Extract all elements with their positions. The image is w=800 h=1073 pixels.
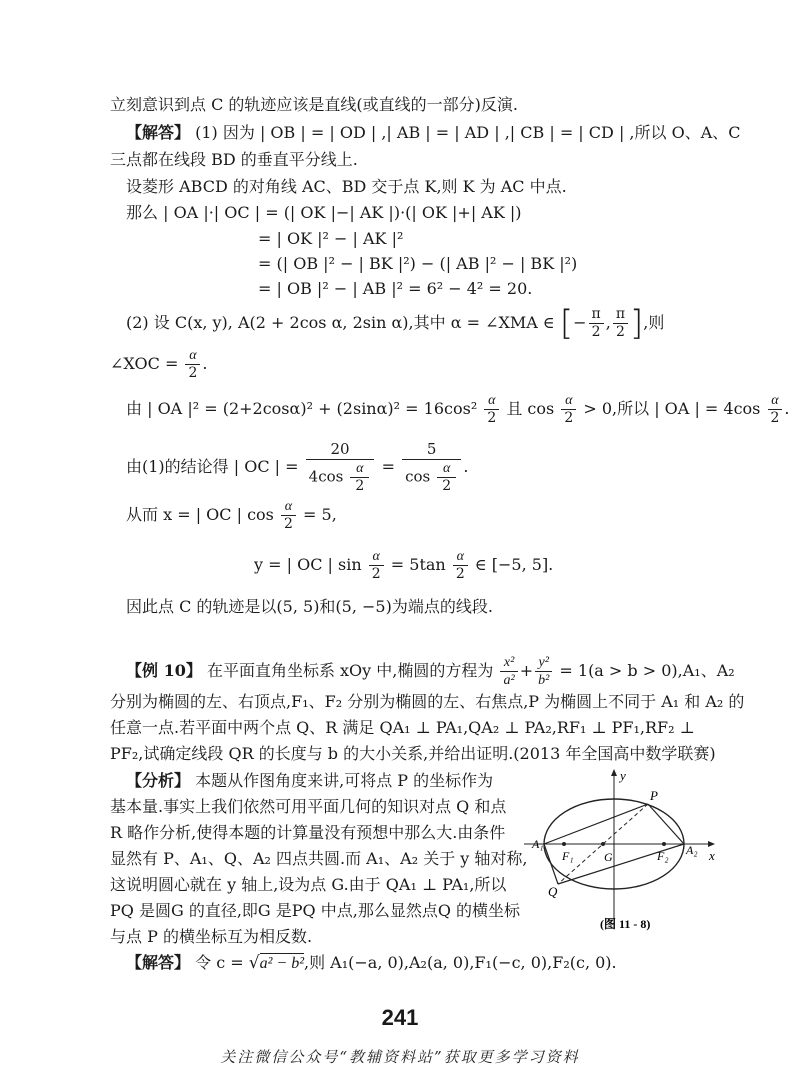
figure-caption: (图 11 - 8) xyxy=(600,917,651,931)
y-axis-arrow xyxy=(611,769,617,776)
text-span: 令 c = xyxy=(195,953,244,972)
text-span: ∈ [−5, 5]. xyxy=(474,555,554,574)
text-line: ∠XOC = $\frac{\alpha}{2}$ . xyxy=(110,348,208,381)
denominator: 2 xyxy=(615,324,625,340)
text-line: 任意一点.若平面中两个点 Q、R 满足 QA₁ ⊥ PA₁,QA₂ ⊥ PA₂,RF₁ ⊥ PF₁,RF₂ ⊥ xyxy=(110,718,695,737)
numerator: 5 xyxy=(402,440,461,460)
text-line: 由(1)的结论得 | OC | = 20 4cos $\frac{\alpha}{2}$ = 5 cos $\frac{\alpha}{2}$ . xyxy=(126,440,469,494)
x-axis-arrow xyxy=(708,841,715,847)
fraction xyxy=(561,392,576,427)
fraction xyxy=(281,498,296,533)
segment-a1q xyxy=(544,844,558,884)
text-span: 在平面直角坐标系 xOy 中,椭圆的方程为 xyxy=(206,661,494,680)
right-bracket: ] xyxy=(630,303,644,344)
text-line xyxy=(254,548,553,583)
label-a2: A₂ xyxy=(686,843,698,857)
fraction xyxy=(589,306,604,341)
segment-pa2 xyxy=(648,804,684,844)
fraction xyxy=(500,654,517,689)
denominator xyxy=(306,460,375,495)
segment-a1p xyxy=(544,804,648,844)
solution-label: 【解答】 xyxy=(126,953,191,972)
solution-paragraph xyxy=(126,953,617,974)
fraction xyxy=(185,347,200,382)
text-line: 因此点 C 的轨迹是以(5, 5)和(5, −5)为端点的线段. xyxy=(126,597,493,616)
text-line: 分别为椭圆的左、右顶点,F₁、F₂ 分别为椭圆的左、右焦点,P 为椭圆上不同于 A₁ 和 A₂ 的 xyxy=(110,692,745,711)
left-bracket: [ xyxy=(559,303,574,344)
denominator: 2 xyxy=(564,410,574,426)
numerator: α xyxy=(437,460,456,478)
numerator: α xyxy=(484,392,499,410)
text-line: (1) 因为 | OB | = | OD | ,| AB | = | AD | ,| CB | = | CD | ,所以 O、A、C xyxy=(195,123,741,142)
plus-sign: + xyxy=(519,661,534,680)
fraction xyxy=(484,392,499,427)
text-line xyxy=(126,498,337,533)
text-span: (2) 设 C(x, y), A(2 + 2cos α, 2sin α),其中 α = ∠XMA ∈ xyxy=(126,313,555,332)
point-g xyxy=(601,842,605,846)
denominator: 2 xyxy=(442,478,452,494)
sqrt-radicand: a² − b² xyxy=(259,955,304,972)
fraction xyxy=(350,460,369,495)
label-f2: F₂ xyxy=(657,849,669,863)
fraction xyxy=(369,548,384,583)
numerator: π xyxy=(589,306,604,324)
text-line: PF₂,试确定线段 QR 的长度与 b 的大小关系,并给出证明.(2013 年全国高中数学联赛) xyxy=(110,744,716,763)
text-span: 从而 x = | OC | cos xyxy=(126,505,274,524)
text-span: ∠XOC = xyxy=(110,354,179,373)
sqrt-icon: √ xyxy=(248,953,260,973)
equation-line: = (| OB |² − | BK |²) − (| AB |² − | BK |²) xyxy=(258,254,578,273)
text-line: (2) 设 C(x, y), A(2 + 2cos α, 2sin α),其中 α = ∠XMA ∈ [− $\frac{\pi}{2}$ , $\frac{\pi}{2}$ ],则 xyxy=(126,303,665,344)
fraction xyxy=(768,392,783,427)
fraction xyxy=(402,440,461,495)
denominator: 2 xyxy=(487,410,497,426)
analysis-label: 【分析】 xyxy=(126,771,191,790)
numerator: α xyxy=(185,347,200,365)
fraction xyxy=(613,306,628,341)
text-span: 4cos xyxy=(308,467,344,486)
numerator: α xyxy=(369,548,384,566)
text-line: 立刻意识到点 C 的轨迹应该是直线(或直线的一部分)反演. xyxy=(110,95,518,114)
text-span: = 5, xyxy=(303,505,337,524)
text-span: 由 | OA |² = (2+2cosα)² + (2sinα)² = 16cos² xyxy=(126,399,478,418)
numerator: π xyxy=(613,306,628,324)
text-span: 本题从作图角度来讲,可将点 P 的坐标作为 xyxy=(195,771,494,790)
text-span: y = | OC | sin xyxy=(254,555,362,574)
analysis-paragraph xyxy=(126,771,493,791)
denominator: b² xyxy=(538,673,550,688)
text-span: > 0,所以 | OA | = 4cos xyxy=(583,399,761,418)
fraction xyxy=(306,440,375,495)
solution-label: 【解答】 xyxy=(126,123,191,142)
text-line: R 略作分析,使得本题的计算量没有预想中那么大.由条件 xyxy=(110,823,506,842)
numerator: α xyxy=(281,498,296,516)
ellipse-figure xyxy=(520,768,720,936)
denominator: a² xyxy=(503,673,515,688)
fraction xyxy=(437,460,456,495)
footer-note: 关注微信公众号“教辅资料站”获取更多学习资料 xyxy=(220,1048,580,1066)
denominator: 2 xyxy=(284,516,293,532)
page-number: 241 xyxy=(381,1005,419,1030)
focus-f2 xyxy=(662,842,666,846)
fraction xyxy=(535,654,552,689)
equation-line: 那么 | OA |·| OC | = (| OK |−| AK |)·(| OK |+| AK |) xyxy=(126,203,522,222)
text-line: 基本量.事实上我们依然可用平面几何的知识对点 Q 和点 xyxy=(110,797,507,816)
label-g: G xyxy=(604,850,613,864)
label-x: x xyxy=(709,848,715,863)
label-y: y xyxy=(620,768,626,783)
text-span: = 5tan xyxy=(390,555,446,574)
focus-f1 xyxy=(562,842,566,846)
denominator: 2 xyxy=(371,566,381,582)
text-line: 与点 P 的横坐标互为相反数. xyxy=(110,927,313,946)
numerator: α xyxy=(768,392,783,410)
equation-line: = | OK |² − | AK |² xyxy=(258,229,404,248)
equation-line: = | OB |² − | AB |² = 6² − 4² = 20. xyxy=(258,279,533,298)
text-span: ,则 A₁(−a, 0),A₂(a, 0),F₁(−c, 0),F₂(c, 0). xyxy=(303,953,617,972)
text-span: = 1(a > b > 0),A₁、A₂ xyxy=(559,661,735,680)
denominator: 2 xyxy=(455,566,465,582)
text-span: cos xyxy=(405,467,431,486)
text-line: 设菱形 ABCD 的对角线 AC、BD 交于点 K,则 K 为 AC 中点. xyxy=(126,177,567,196)
text-line: 三点都在线段 BD 的垂直平分线上. xyxy=(110,150,358,169)
solution-paragraph xyxy=(126,123,741,143)
denominator xyxy=(402,460,461,495)
label-f1: F₁ xyxy=(562,849,574,863)
denominator: 2 xyxy=(355,478,365,494)
denominator: 2 xyxy=(770,410,780,426)
label-q: Q xyxy=(548,884,558,899)
text-line: 显然有 P、A₁、Q、A₂ 四点共圆.而 A₁、A₂ 关于 y 轴对称, xyxy=(110,849,528,868)
text-line: PQ 是圆G 的直径,即G 是PQ 中点,那么显然点Q 的横坐标 xyxy=(110,901,521,920)
label-p: P xyxy=(650,788,658,803)
text-span: 由(1)的结论得 | OC | = xyxy=(126,457,299,476)
example-paragraph xyxy=(126,654,735,689)
denominator: 2 xyxy=(188,365,198,381)
text-span: ,则 xyxy=(643,313,665,332)
fraction xyxy=(453,548,468,583)
example-label: 【例 10】 xyxy=(126,661,202,680)
numerator: 20 xyxy=(306,440,375,460)
numerator: x² xyxy=(500,654,517,672)
numerator: α xyxy=(561,392,576,410)
denominator: 2 xyxy=(591,324,601,340)
label-a1: A₁ xyxy=(532,837,544,851)
text-span: 且 cos xyxy=(506,399,555,418)
text-line: 由 | OA |² = (2+2cosα)² + (2sinα)² = 16cos² $\frac{\alpha}{2}$ 且 cos $\frac{\alpha}{2}$ > 0,所以 | OA | = 4cos $\frac{\alpha}{2}$ . xyxy=(126,393,790,426)
text-line: 这说明圆心就在 y 轴上,设为点 G.由于 QA₁ ⊥ PA₁,所以 xyxy=(110,875,507,894)
minus-sign: − xyxy=(573,313,587,332)
numerator: α xyxy=(453,548,468,566)
numerator: α xyxy=(350,460,369,478)
numerator: y² xyxy=(535,654,552,672)
